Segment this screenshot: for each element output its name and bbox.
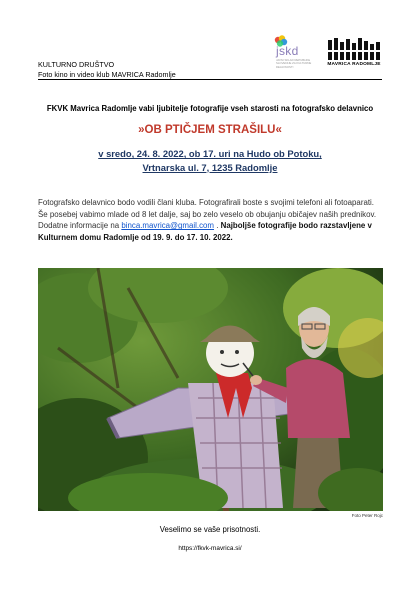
exhibition-notice: Najboljše fotografije bodo razstavljene v Kulturnem domu Radomlje od 19. 9. do 17. 10. 2022.	[38, 221, 372, 243]
jskd-wordmark: jskd	[276, 44, 299, 58]
closing-line: Veselimo se vaše prisotnosti.	[159, 525, 261, 534]
info-line	[38, 220, 382, 243]
event-address-line: Vrtnarska ul. 7, 1235 Radomlje	[142, 161, 278, 173]
mavrica-logo	[326, 36, 382, 72]
mavrica-film-icon	[326, 36, 382, 62]
info-separator: .	[216, 221, 219, 231]
photo-credit: Foto Peter Rojc	[351, 513, 383, 518]
website-link[interactable]: https://fkvk-mavrica.si/	[178, 545, 242, 552]
org-line-2: Foto kino in video klub MAVRICA Radomlje	[38, 70, 176, 79]
org-line-1: KULTURNO DRUŠTVO	[38, 60, 115, 69]
body-paragraph: Fotografsko delavnico bodo vodili člani kluba. Fotografirali boste s svojimi telefoni ali fotoaparati. Še posebej vabimo mlade od 8 let dalje, saj bo zelo veselo ob obujanju običajev naših prednikov.	[38, 198, 377, 219]
workshop-title: »OB PTIČJEM STRAŠILU«	[138, 124, 282, 136]
scarecrow-photo-illustration	[38, 268, 383, 511]
body-text	[38, 197, 382, 244]
scarecrow-photo	[38, 268, 383, 511]
event-date-line: v sredo, 24. 8. 2022, ob 17. uri na Hudo ob Potoku,	[98, 148, 322, 159]
email-link[interactable]: binca.mavrica@gmail.com	[121, 221, 215, 231]
invite-intro: FKVK Mavrica Radomlje vabi ljubitelje fotografije vseh starosti na fotografsko delavnico	[46, 104, 374, 113]
mavrica-logo-name: MAVRICA RADOMLJE	[327, 62, 381, 67]
jskd-logo	[272, 34, 320, 72]
organization-header	[38, 60, 176, 80]
header-divider	[38, 79, 382, 80]
info-prefix: Dodatne informacije na	[38, 221, 120, 231]
event-when-where	[40, 147, 380, 174]
jskd-subtitle: JAVNI SKLAD REPUBLIKE SLOVENIJE ZA KULTURNE DEJAVNOSTI	[276, 58, 312, 69]
